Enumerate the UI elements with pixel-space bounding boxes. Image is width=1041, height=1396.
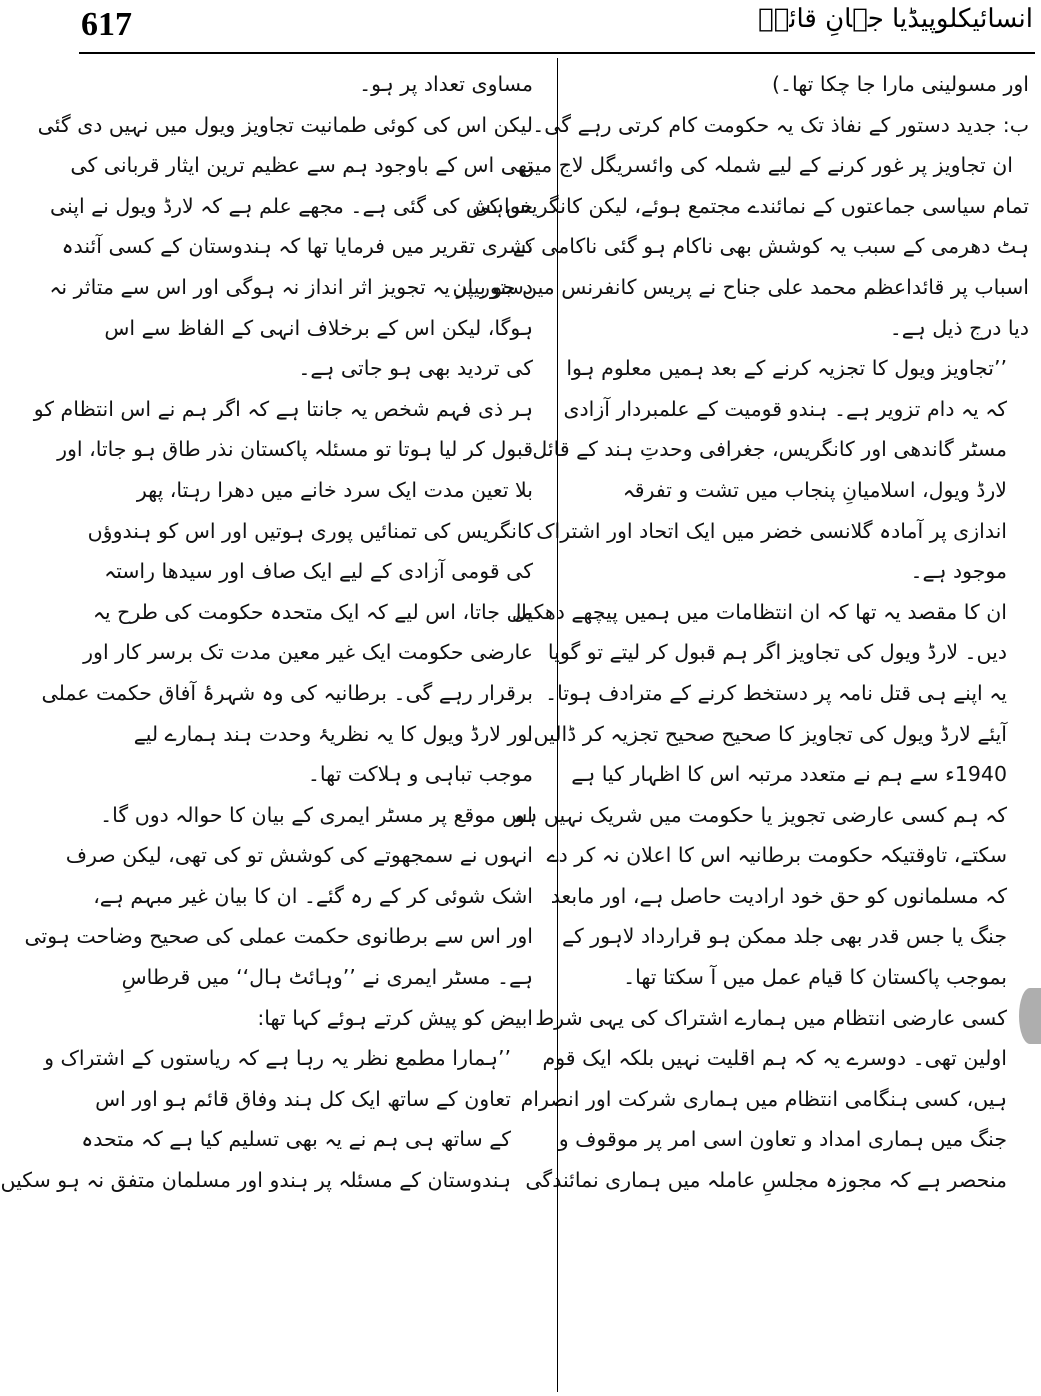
text-line: خواہش کی گئی ہے۔ مجھے علم ہے کہ لارڈ ویول نے اپنی xyxy=(49,193,533,218)
quote-line: ان کا مقصد یہ تھا کہ ان انتظامات میں ہمیں پیچھے دھکیل xyxy=(511,599,1007,624)
quote-line: اولین تھی۔ دوسرے یہ کہ ہم اقلیت نہیں بلکہ ایک قوم xyxy=(542,1046,1007,1071)
text-line: ب: جدید دستور کے نفاذ تک یہ حکومت کام کرتی رہے گی۔ xyxy=(532,112,1029,137)
text-line: عارضی حکومت ایک غیر معین مدت تک برسر کار اور xyxy=(83,640,533,665)
quote-line: آیئے لارڈ ویول کی تجاویز کا صحیح صحیح تجزیہ کر ڈالیں۔ xyxy=(521,721,1007,746)
quote-line: ’’ہمارا مطمع نظر یہ رہا ہے کہ ریاستوں کے اشتراک و xyxy=(44,1046,511,1071)
left-column xyxy=(0,64,533,1392)
running-title: انسائیکلوپیڈیا جہانِ قائدؒ xyxy=(758,4,1033,34)
text-line: مل جاتا، اس لیے کہ ایک متحدہ حکومت کی طرح یہ xyxy=(92,599,533,624)
page-number: 617 xyxy=(81,6,132,43)
quote-line: جنگ یا جس قدر بھی جلد ممکن ہو قرارداد لاہور کے xyxy=(561,924,1007,949)
quote-line: ہیں، کسی ہنگامی انتظام میں ہماری شرکت اور انصرام xyxy=(520,1086,1007,1111)
text-line: ہٹ دھرمی کے سبب یہ کوشش بھی ناکام ہو گئی ناکامی کے xyxy=(512,234,1029,259)
text-line: بلا تعین مدت ایک سرد خانے میں دھرا رہتا، پھر xyxy=(136,477,533,502)
quote-line: کہ یہ دام تزویر ہے۔ ہندو قومیت کے علمبردار آزادی xyxy=(563,396,1007,421)
text-line: قبول کر لیا ہوتا تو مسئلہ پاکستان نذر طاق ہو جاتا، اور xyxy=(57,437,533,462)
text-line: نشری تقریر میں فرمایا تھا کہ ہندوستان کے کسی آئندہ xyxy=(61,234,533,259)
quote-line: کہ مسلمانوں کو حق خود ارادیت حاصل ہے، اور مابعد xyxy=(550,883,1007,908)
text-line: ابیض کو پیش کرتے ہوئے کہا تھا: xyxy=(257,1005,533,1030)
text-line: اور اس سے برطانوی حکمت عملی کی صحیح وضاحت ہوتی xyxy=(24,924,533,949)
text-line: اشک شوئی کر کے رہ گئے۔ ان کا بیان غیر مبہم ہے، xyxy=(93,883,533,908)
quote-line: ’’تجاویز ویول کا تجزیہ کرنے کے بعد ہمیں معلوم ہوا xyxy=(566,356,1007,381)
text-line: لیکن اس کی کوئی طمانیت تجاویز ویول میں نہیں دی گئی xyxy=(37,112,533,137)
header-rule xyxy=(79,52,1035,54)
quote-line: ہندوستان کے مسئلہ پر ہندو اور مسلمان متفق نہ ہو سکیں xyxy=(0,1168,511,1193)
quote-line: یہ اپنے ہی قتل نامہ پر دستخط کرنے کے مترادف ہوتا۔ xyxy=(545,680,1007,705)
quote-line: جنگ میں ہماری امداد و تعاون اسی امر پر موقوف و xyxy=(558,1127,1007,1152)
text-line: موجب تباہی و ہلاکت تھا۔ xyxy=(307,762,533,787)
quote-line: کہ ہم کسی عارضی تجویز یا حکومت میں شریک نہیں ہو xyxy=(514,802,1007,827)
right-column xyxy=(452,64,1029,1392)
quote-line: منحصر ہے کہ مجوزہ مجلسِ عاملہ میں ہماری نمائندگی xyxy=(525,1168,1007,1193)
column-divider xyxy=(557,58,558,1392)
text-line: تمام سیاسی جماعتوں کے نمائندے مجتمع ہوئے، لیکن کانگریس کی xyxy=(472,193,1029,218)
quote-line: لارڈ ویول، اسلامیانِ پنجاب میں تشت و تفرقہ xyxy=(622,477,1007,502)
text-line: اس موقع پر مسٹر ایمری کے بیان کا حوالہ دوں گا۔ xyxy=(100,802,533,827)
quote-line: کے ساتھ ہی ہم نے یہ بھی تسلیم کیا ہے کہ متحدہ xyxy=(81,1127,511,1152)
quote-line: تعاون کے ساتھ ایک کل ہند وفاق قائم ہو اور اس xyxy=(95,1086,511,1111)
quote-line: موجود ہے۔ xyxy=(910,559,1007,584)
text-line: برقرار رہے گی۔ برطانیہ کی وہ شہرۂ آفاق حکمت عملی xyxy=(41,680,533,705)
text-line: کانگریس کی تمنائیں پوری ہوتیں اور اس کو ہندوؤں xyxy=(87,518,533,543)
text-line: کی تردید بھی ہو جاتی ہے۔ xyxy=(298,356,533,381)
text-line: ان تجاویز پر غور کرنے کے لیے شملہ کی وائسریگل لاج میں xyxy=(519,153,1013,178)
text-line: اور مسولینی مارا جا چکا تھا۔) xyxy=(771,72,1029,96)
quote-line: بموجب پاکستان کا قیام عمل میں آ سکتا تھا۔ xyxy=(623,965,1007,990)
text-line: انہوں نے سمجھوتے کی کوشش تو کی تھی، لیکن صرف xyxy=(65,843,533,868)
quote-line: دیں۔ لارڈ ویول کی تجاویز اگر ہم قبول کر لیتے تو گویا xyxy=(547,640,1007,665)
quote-line: کسی عارضی انتظام میں ہمارے اشتراک کی یہی شرط xyxy=(535,1005,1007,1030)
quote-line: 1940ء سے ہم نے متعدد مرتبہ اس کا اظہار کیا ہے xyxy=(571,762,1007,787)
text-line: اسباب پر قائداعظم محمد علی جناح نے پریس کانفرنس میں جو بیان xyxy=(452,274,1029,299)
scan-smudge xyxy=(1019,988,1041,1044)
text-line: ہر ذی فہم شخص یہ جانتا ہے کہ اگر ہم نے اس انتظام کو xyxy=(33,396,533,421)
text-line: مساوی تعداد پر ہو۔ xyxy=(359,72,533,96)
quote-line: مسٹر گاندھی اور کانگریس، جغرافی وحدتِ ہند کے قائل xyxy=(532,437,1007,462)
text-line: کی قومی آزادی کے لیے ایک صاف اور سیدھا راستہ xyxy=(104,559,533,584)
text-line: ہوگا، لیکن اس کے برخلاف انہی کے الفاظ سے اس xyxy=(104,315,533,340)
text-line: اور لارڈ ویول کا یہ نظریۂ وحدت ہند ہمارے لیے xyxy=(133,721,533,746)
text-line: دستور پر یہ تجویز اثر انداز نہ ہوگی اور اس سے متاثر نہ xyxy=(49,274,533,299)
text-line: دیا درج ذیل ہے۔ xyxy=(889,315,1029,340)
quote-line: سکتے، تاوقتیکہ حکومت برطانیہ اس کا اعلان نہ کر دے xyxy=(546,843,1007,868)
quote-line: اندازی پر آمادہ گلانسی خضر میں ایک اتحاد اور اشتراک xyxy=(536,518,1007,543)
text-line: تھی اس کے باوجود ہم سے عظیم ترین ایثار قربانی کی xyxy=(70,153,533,178)
page-header xyxy=(73,0,1041,52)
text-line: ہے۔ مسٹر ایمری نے ’’وہائٹ ہال‘‘ میں قرطاسِ xyxy=(121,965,533,990)
